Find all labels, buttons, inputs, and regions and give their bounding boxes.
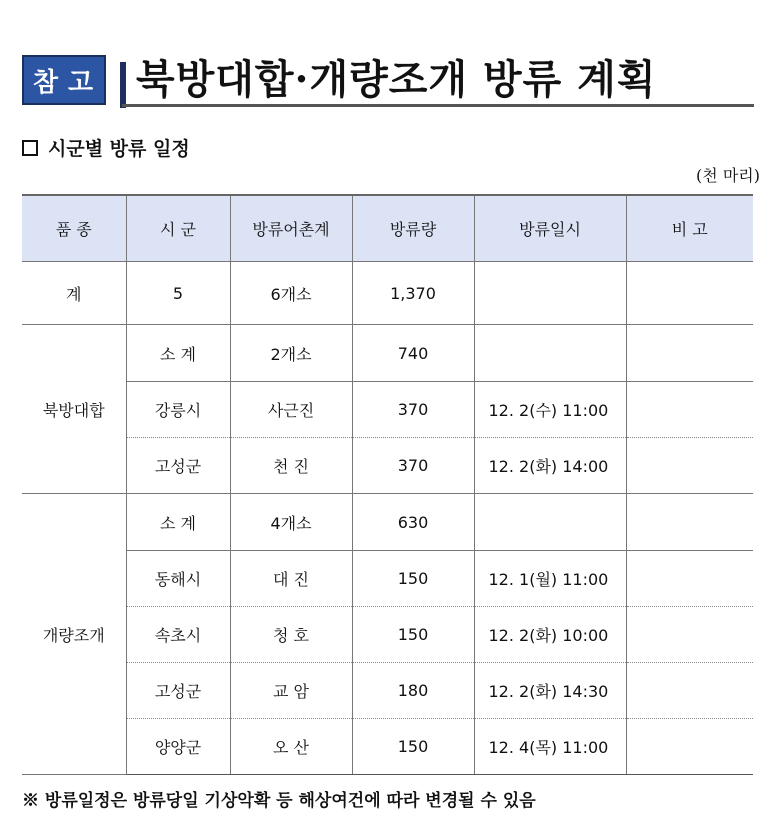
note-cell [626,382,753,438]
note-cell [626,438,753,494]
county-cell: 속초시 [126,607,230,663]
table-row [22,494,753,551]
document-header [22,54,754,108]
amount-cell: 150 [352,607,474,663]
header-underline [122,104,754,107]
county-cell: 고성군 [126,663,230,719]
species-cell: 북방대합 [22,325,126,494]
village-cell: 6개소 [230,262,352,325]
column-header: 방류량 [352,195,474,262]
square-bullet-icon [22,140,38,156]
section-title: 시군별 방류 일정 [48,138,190,160]
amount-cell: 1,370 [352,262,474,325]
column-header: 방류어촌계 [230,195,352,262]
date-cell: 12. 2(수) 11:00 [474,382,626,438]
release-schedule-table [22,194,753,775]
county-cell: 소 계 [126,494,230,551]
column-header: 품 종 [22,195,126,262]
note-cell [626,325,753,382]
county-cell: 양양군 [126,719,230,775]
table-header-row [22,195,753,262]
village-cell: 청 호 [230,607,352,663]
date-cell [474,494,626,551]
column-header: 비 고 [626,195,753,262]
reference-badge: 참고 [22,55,106,105]
county-cell: 소 계 [126,325,230,382]
date-cell [474,325,626,382]
table-row [22,438,753,494]
village-cell: 오 산 [230,719,352,775]
table-row [22,719,753,775]
section-heading [22,134,190,161]
note-cell [626,607,753,663]
amount-cell: 370 [352,382,474,438]
footnote: ※ 방류일정은 방류당일 기상악확 등 해상여건에 따라 변경될 수 있음 [22,791,536,811]
date-cell: 12. 2(화) 14:30 [474,663,626,719]
note-cell [626,663,753,719]
county-cell: 강릉시 [126,382,230,438]
header-accent-bar [120,62,126,108]
county-cell: 동해시 [126,551,230,607]
village-cell: 대 진 [230,551,352,607]
county-cell: 고성군 [126,438,230,494]
table-row [22,663,753,719]
amount-cell: 150 [352,719,474,775]
note-cell [626,719,753,775]
table-row [22,382,753,438]
amount-cell: 180 [352,663,474,719]
unit-label: (천 마리) [696,166,760,185]
note-cell [626,494,753,551]
total-row [22,262,753,325]
column-header: 시 군 [126,195,230,262]
note-cell [626,551,753,607]
village-cell: 교 암 [230,663,352,719]
date-cell: 12. 2(화) 14:00 [474,438,626,494]
date-cell [474,262,626,325]
county-cell: 5 [126,262,230,325]
note-cell [626,262,753,325]
amount-cell: 150 [352,551,474,607]
village-cell: 사근진 [230,382,352,438]
amount-cell: 740 [352,325,474,382]
village-cell: 4개소 [230,494,352,551]
page-title: 북방대합·개량조개 방류 계획 [136,56,657,103]
column-header: 방류일시 [474,195,626,262]
date-cell: 12. 1(월) 11:00 [474,551,626,607]
table-row [22,607,753,663]
amount-cell: 370 [352,438,474,494]
table-row [22,325,753,382]
village-cell: 천 진 [230,438,352,494]
date-cell: 12. 2(화) 10:00 [474,607,626,663]
species-cell: 개량조개 [22,494,126,775]
amount-cell: 630 [352,494,474,551]
table-row [22,551,753,607]
village-cell: 2개소 [230,325,352,382]
species-cell: 계 [22,262,126,325]
date-cell: 12. 4(목) 11:00 [474,719,626,775]
